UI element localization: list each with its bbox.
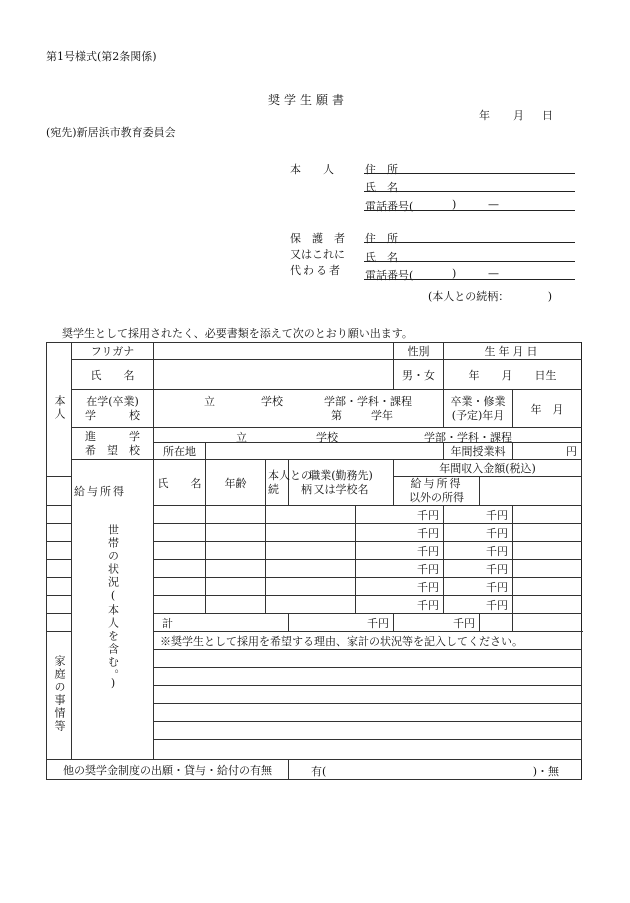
household-total-row [47, 614, 582, 632]
guardian-phone-close: ) [452, 267, 457, 280]
total-other-income-cell[interactable]: 千円 [394, 614, 480, 632]
salary-cell[interactable]: 千円 [356, 560, 444, 578]
furigana-field[interactable] [154, 343, 394, 360]
family-line[interactable] [154, 722, 582, 740]
household-col-job-line2: 又は学校名 [313, 482, 369, 496]
guardian-label-3: 代わる者 [290, 264, 342, 277]
household-col-name: 氏 名 [154, 460, 206, 506]
applicant-phone-close: ) [452, 198, 457, 211]
school-ritsu: 立 [204, 394, 215, 408]
date-day-label: 日 [542, 109, 553, 122]
guardian-label-1: 保 護 者 [290, 232, 345, 245]
guardian-phone-dash: — [488, 267, 499, 280]
guardian-label-2: 又はこれに [290, 248, 345, 261]
household-col-salary: 給与所得 [47, 477, 154, 506]
application-table [46, 342, 582, 780]
household-col-relation-line2: 続 柄 [268, 482, 312, 496]
applicant-address-label: 住 所 [365, 163, 398, 176]
desired-school-label [72, 428, 154, 460]
other-income-cell[interactable]: 千円 [444, 506, 513, 524]
other-income-cell[interactable]: 千円 [444, 596, 513, 614]
desired-school-label-line2: 希 望 校 [85, 443, 140, 457]
other-income-cell[interactable]: 千円 [444, 560, 513, 578]
family-line[interactable] [154, 668, 582, 686]
household-col-age: 年齢 [206, 460, 266, 506]
other-income-cell[interactable]: 千円 [444, 542, 513, 560]
household-col-other-line1: 給与所得 [410, 477, 463, 490]
household-col-job-line1: 職業(勤務先) [309, 468, 373, 482]
family-instruction: ※奨学生として採用を希望する理由、家計の状況等を記入してください。 [154, 632, 582, 650]
desired-ritsu: 立 [236, 431, 247, 444]
name-field[interactable] [154, 360, 394, 390]
applicant-name-label: 氏 名 [365, 181, 398, 194]
birthdate-value[interactable]: 年 月 日生 [444, 360, 582, 390]
desired-school-field[interactable] [154, 428, 582, 443]
school-label-line2: 学 校 [85, 408, 140, 422]
school-gakko: 学校 [261, 394, 283, 408]
graduation-value[interactable]: 年 月 [513, 390, 582, 428]
other-income-cell[interactable]: 千円 [444, 524, 513, 542]
tuition-label: 年間授業料 [444, 443, 513, 460]
other-no[interactable]: )・無 [532, 765, 560, 778]
school-grade: 学年 [371, 408, 393, 422]
date-month-label: 月 [513, 109, 524, 122]
gender-label: 性別 [394, 343, 444, 360]
school-faculty: 学部・学科・課程 [324, 394, 412, 408]
applicant-label: 本 人 [290, 163, 334, 176]
school-label-line1: 在学(卒業) [86, 394, 139, 408]
person-section-label: 本人 [47, 343, 72, 477]
salary-cell[interactable]: 千円 [356, 542, 444, 560]
desired-school-label-line1: 進 学 [85, 429, 140, 443]
family-line[interactable] [154, 650, 582, 668]
graduation-label-line1: 卒業・修業 [450, 394, 506, 408]
guardian-address-line[interactable] [364, 242, 575, 243]
guardian-phone-line[interactable] [364, 279, 575, 280]
birthdate-label: 生年月日 [444, 343, 582, 360]
family-line[interactable] [154, 686, 582, 704]
household-col-other [394, 477, 480, 506]
school-label [72, 390, 154, 428]
graduation-label [444, 390, 513, 428]
location-label: 所在地 [154, 443, 206, 460]
household-col-income: 年間収入金額(税込) [394, 460, 582, 477]
family-section-label: 家庭の事情等 [47, 632, 72, 760]
other-yes[interactable]: 有( [311, 765, 327, 778]
other-scholarship-field[interactable] [289, 760, 582, 780]
guardian-address-label: 住 所 [365, 232, 398, 245]
desired-faculty: 学部・学科・課程 [424, 431, 512, 444]
gender-value[interactable]: 男・女 [394, 360, 444, 390]
school-field[interactable] [154, 390, 444, 428]
desired-gakko: 学校 [316, 431, 338, 444]
other-scholarship-label: 他の奨学金制度の出願・貸与・給付の有無 [47, 760, 289, 780]
household-col-relation-line1: 本人との [268, 468, 312, 482]
salary-cell[interactable]: 千円 [356, 596, 444, 614]
date-year-label: 年 [479, 109, 490, 122]
applicant-address-line[interactable] [364, 173, 575, 174]
household-col-other-line2: 以外の所得 [409, 491, 464, 504]
household-total-label: 計 [47, 614, 289, 632]
guardian-relation: (本人との続柄： ) [428, 290, 553, 303]
applicant-phone-dash: — [488, 198, 499, 211]
family-line[interactable] [154, 740, 582, 760]
graduation-label-line2: (予定)年月 [451, 408, 505, 422]
other-income-cell[interactable]: 千円 [444, 578, 513, 596]
applicant-name-line[interactable] [364, 191, 575, 192]
school-field-line2 [156, 409, 441, 423]
applicant-phone-label: 電話番号( [365, 200, 414, 213]
form-title: 奨学生願書 [268, 93, 349, 107]
guardian-name-line[interactable] [364, 261, 575, 262]
school-dai: 第 [331, 408, 342, 422]
salary-cell[interactable]: 千円 [356, 524, 444, 542]
household-col-relation [266, 460, 312, 506]
guardian-phone-label: 電話番号( [365, 269, 414, 282]
addressee: (宛先)新居浜市教育委員会 [46, 126, 176, 139]
applicant-phone-line[interactable] [364, 210, 575, 211]
total-salary-cell[interactable]: 千円 [289, 614, 394, 632]
intro-text: 奨学生として採用されたく、必要書類を添えて次のとおり願い出ます。 [62, 327, 413, 340]
salary-cell[interactable]: 千円 [356, 506, 444, 524]
school-field-line1 [156, 395, 441, 409]
guardian-name-label: 氏 名 [365, 251, 398, 264]
furigana-label: フリガナ [72, 343, 154, 360]
form-number: 第1号様式(第2条関係) [46, 50, 157, 63]
tuition-value[interactable]: 円 [513, 443, 582, 460]
location-field[interactable] [206, 443, 444, 460]
household-section-label: 世帯の状況(本人を含む。) [72, 460, 154, 760]
family-line[interactable] [154, 704, 582, 722]
salary-cell[interactable]: 千円 [356, 578, 444, 596]
name-label: 氏 名 [72, 360, 154, 390]
